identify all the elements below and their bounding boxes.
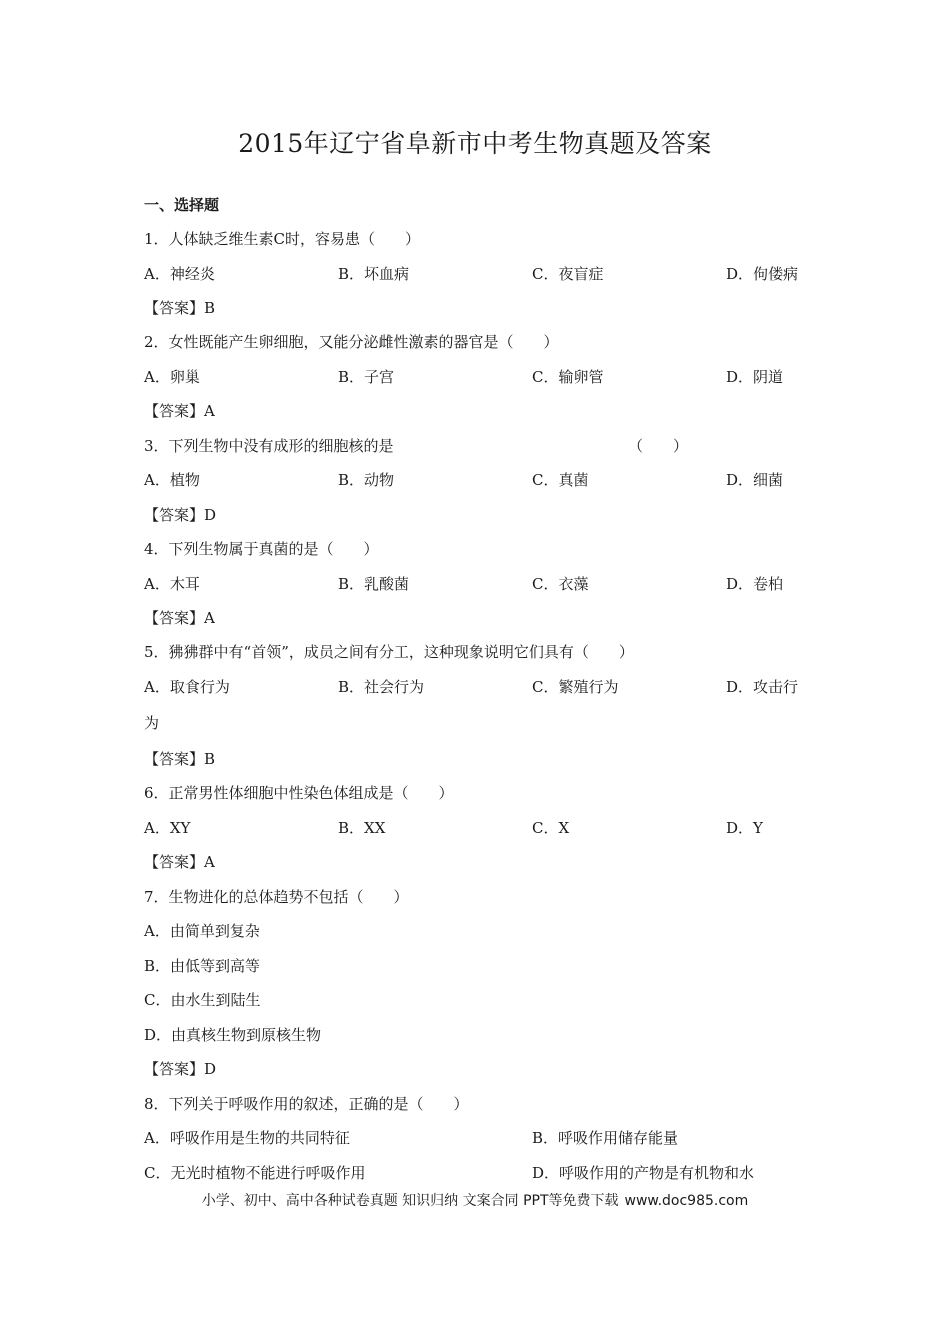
- question-5-answer: 【答案】B: [144, 750, 216, 768]
- question-2-option-d: D．阴道: [726, 368, 784, 386]
- question-5-stem: 5．狒狒群中有“首领”，成员之间有分工，这种现象说明它们具有（ ）: [144, 643, 634, 661]
- question-1-option-d: D．佝偻病: [726, 265, 799, 283]
- footer-text: 小学、初中、高中各种试卷真题 知识归纳 文案合同 PPT等免费下载: [201, 1193, 619, 1209]
- question-4-option-c: C．衣藻: [532, 575, 589, 593]
- question-2-option-a: A．卵巢: [144, 368, 200, 386]
- question-4-option-a: A．木耳: [144, 575, 200, 593]
- question-8-option-b: B．呼吸作用储存能量: [532, 1129, 679, 1147]
- section-heading: 一、选择题: [144, 196, 220, 214]
- question-7-option-a: A．由简单到复杂: [144, 922, 260, 940]
- question-3-option-d: D．细菌: [726, 471, 784, 489]
- question-4-option-b: B．乳酸菌: [338, 575, 410, 593]
- question-3-option-b: B．动物: [338, 471, 395, 489]
- question-3-stem: 3．下列生物中没有成形的细胞核的是: [144, 437, 394, 455]
- question-3-paren: （ ）: [628, 437, 689, 455]
- question-7-stem: 7．生物进化的总体趋势不包括（ ）: [144, 888, 409, 906]
- question-6-option-a: A．XY: [144, 819, 191, 837]
- question-5-option-d: D．攻击行: [726, 678, 799, 696]
- question-1-option-a: A．神经炎: [144, 265, 215, 283]
- question-5-option-a: A．取食行为: [144, 678, 230, 696]
- question-1-stem: 1．人体缺乏维生素C时，容易患（ ）: [144, 230, 421, 248]
- page-footer: [0, 1190, 950, 1210]
- question-1-option-c: C．夜盲症: [532, 265, 604, 283]
- question-2-stem: 2．女性既能产生卵细胞，又能分泌雌性激素的器官是（ ）: [144, 333, 559, 351]
- question-6-stem: 6．正常男性体细胞中性染色体组成是（ ）: [144, 784, 454, 802]
- question-6-option-c: C．X: [532, 819, 570, 837]
- question-7-option-d: D．由真核生物到原核生物: [144, 1026, 322, 1044]
- question-7-answer: 【答案】D: [144, 1060, 217, 1078]
- footer-url: www.doc985.com: [624, 1193, 749, 1209]
- question-8-option-d: D．呼吸作用的产物是有机物和水: [532, 1164, 755, 1182]
- question-3-option-c: C．真菌: [532, 471, 589, 489]
- question-6-answer: 【答案】A: [144, 853, 215, 871]
- question-6-option-d: D．Y: [726, 819, 763, 837]
- question-7-option-c: C．由水生到陆生: [144, 991, 261, 1009]
- question-5-option-c: C．繁殖行为: [532, 678, 619, 696]
- question-3-answer: 【答案】D: [144, 506, 217, 524]
- question-8-option-c: C．无光时植物不能进行呼吸作用: [144, 1164, 366, 1182]
- question-1-answer: 【答案】B: [144, 299, 216, 317]
- document-title: 2015年辽宁省阜新市中考生物真题及答案: [238, 129, 712, 158]
- question-2-option-c: C．输卵管: [532, 368, 604, 386]
- question-4-answer: 【答案】A: [144, 609, 215, 627]
- question-4-stem: 4．下列生物属于真菌的是（ ）: [144, 540, 379, 558]
- question-1-option-b: B．坏血病: [338, 265, 410, 283]
- question-2-option-b: B．子宫: [338, 368, 395, 386]
- question-6-option-b: B．XX: [338, 819, 386, 837]
- question-8-option-a: A．呼吸作用是生物的共同特征: [144, 1129, 350, 1147]
- question-3-option-a: A．植物: [144, 471, 200, 489]
- question-5-option-b: B．社会行为: [338, 678, 425, 696]
- question-8-stem: 8．下列关于呼吸作用的叙述，正确的是（ ）: [144, 1095, 469, 1113]
- question-7-option-b: B．由低等到高等: [144, 957, 261, 975]
- question-2-answer: 【答案】A: [144, 402, 215, 420]
- question-5-option-d-continued: 为: [144, 714, 160, 732]
- question-4-option-d: D．卷柏: [726, 575, 784, 593]
